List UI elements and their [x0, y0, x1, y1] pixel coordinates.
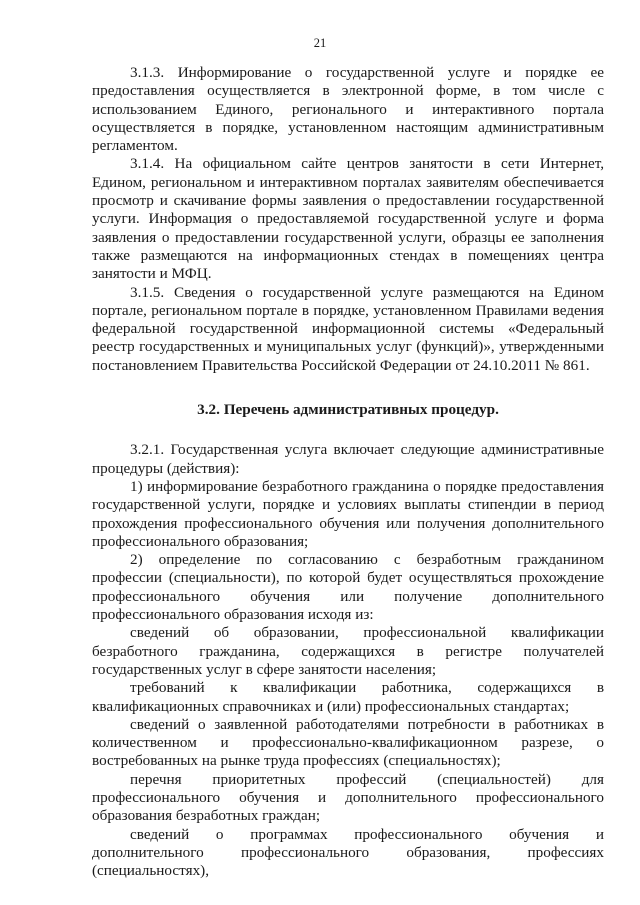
- list-item-2: 2) определение по согласованию с безработным гражданином профессии (специальности), по которой будет осуществляться прохождение профессионального обучения или получение дополнительного профессионального образования исходя из:: [92, 551, 604, 624]
- sub-item-training-programs: сведений о программах профессионального обучения и дополнительного профессионального образования, профессиях (специальностях),: [92, 825, 604, 880]
- paragraph-3-1-4: 3.1.4. На официальном сайте центров занятости в сети Интернет, Едином, региональном и интерактивном порталах заявителям обеспечивается просмотр и скачивание формы заявления о предоставлении государственной услуги. Информация о предоставляемой государственной услуге и форма заявления о предоставлении государственной услуги, образцы ее заполнения также размещаются на информационных стендах в помещениях центра занятости и МФЦ.: [92, 155, 604, 283]
- sub-item-education-info: сведений об образовании, профессиональной квалификации безработного гражданина, содержащихся в регистре получателей государственных услуг в сфере занятости населения;: [92, 624, 604, 678]
- paragraph-3-1-5: 3.1.5. Сведения о государственной услуге размещаются на Едином портале, региональном портале в порядке, установленном Правилами ведения федеральной государственной информационной системы «Федеральный реестр государственных и муниципальных услуг (функций)», утвержденными постановлением Правительства Российской Федерации от 24.10.2011 № 861.: [92, 283, 604, 374]
- sub-item-priority-professions: перечня приоритетных профессий (специальностей) для профессионального обучения и дополнительного профессионального образования безработных граждан;: [92, 770, 604, 825]
- paragraph-3-1-3: 3.1.3. Информирование о государственной услуге и порядке ее предоставления осуществляется в электронной форме, в том числе с использованием Единого, регионального и интерактивного портала осуществляется в порядке, установленном настоящим административным регламентом.: [92, 64, 604, 155]
- sub-item-employer-demand: сведений о заявленной работодателями потребности в работниках в количественном и профессионально-квалификационном разрезе, о востребованных на рынке труда профессиях (специальностях);: [92, 715, 604, 770]
- sub-item-qualification-requirements: требований к квалификации работника, содержащихся в квалификационных справочниках и (или) профессиональных стандартах;: [92, 679, 604, 715]
- list-item-1: 1) информирование безработного гражданина о порядке предоставления государственной услуги, порядке и условиях выплаты стипендии в период прохождения профессионального обучения или получения дополнительного профессионального образования;: [92, 477, 604, 550]
- page-number: 21: [313, 36, 327, 50]
- paragraph-3-2-1: 3.2.1. Государственная услуга включает следующие административные процедуры (действия):: [92, 441, 604, 477]
- document-body: [92, 64, 604, 880]
- section-heading: 3.2. Перечень административных процедур.: [197, 401, 499, 419]
